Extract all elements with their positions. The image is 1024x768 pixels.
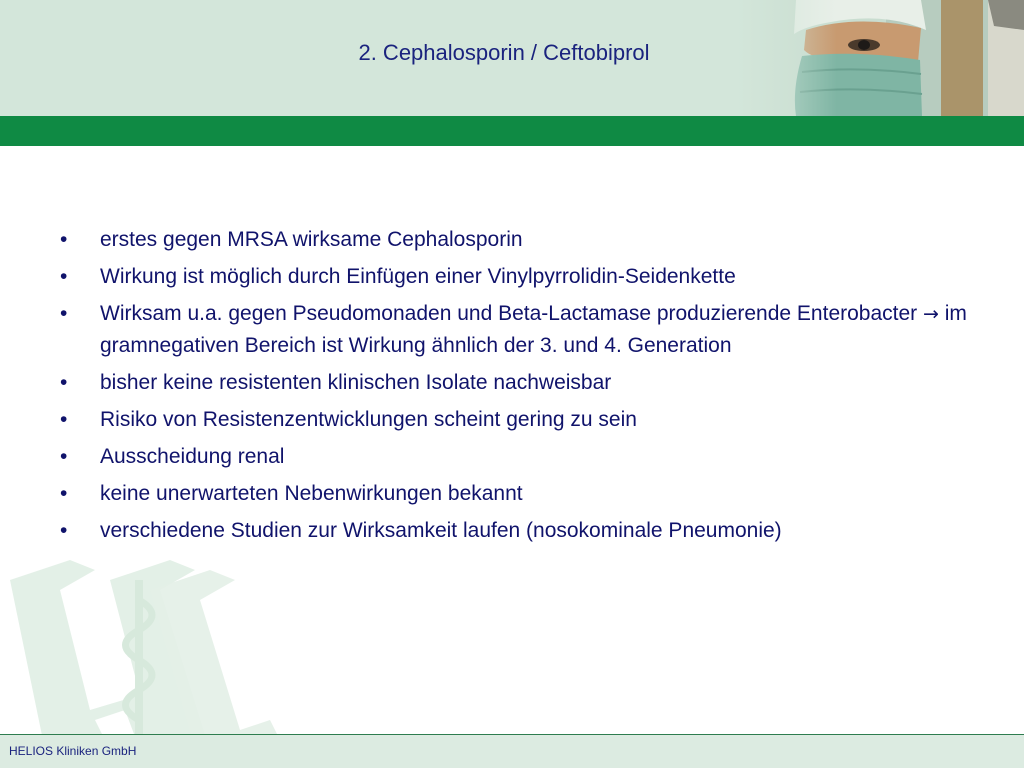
list-item-text: Wirkung ist möglich durch Einfügen einer Vinylpyrrolidin-Seidenkette [100,265,736,288]
helios-logo-watermark [0,560,300,750]
bullet-marker: • [60,519,68,542]
bullet-marker: • [60,482,68,505]
bullet-marker: • [60,371,68,394]
list-item [60,404,980,435]
footer-band [0,735,1024,768]
list-item-text: erstes gegen MRSA wirksame Cephalosporin [100,228,523,251]
footer-company-name: HELIOS Kliniken GmbH [9,744,137,758]
bullet-marker: • [60,445,68,468]
slide-title: 2. Cephalosporin / Ceftobiprol [358,40,650,65]
list-item [60,515,980,546]
list-item [60,298,980,361]
list-item [60,478,980,509]
bullet-marker: • [60,228,68,251]
accent-bar [0,116,1024,146]
list-item [60,441,980,472]
list-item-text: keine unerwarteten Nebenwirkungen bekannt [100,482,523,505]
bullet-marker: • [60,408,68,431]
list-item-text: bisher keine resistenten klinischen Isolate nachweisbar [100,371,612,394]
list-item [60,224,980,255]
list-item-text-continued: im gramnegativen Bereich ist Wirkung ähnlich der 3. und 4. Generation [100,302,967,357]
list-item [60,367,980,398]
bullet-list [60,224,980,546]
bullet-marker: • [60,302,68,325]
content-area [60,224,980,552]
list-item-text: Wirksam u.a. gegen Pseudomonaden und Beta-Lactamase produzierende Enterobacter [100,302,923,325]
right-arrow-icon: → [923,303,939,325]
list-item-text: Risiko von Resistenzentwicklungen scheint gering zu sein [100,408,637,431]
list-item [60,261,980,292]
bullet-marker: • [60,265,68,288]
list-item-text: verschiedene Studien zur Wirksamkeit laufen (nosokominale Pneumonie) [100,519,782,542]
list-item-text: Ausscheidung renal [100,445,285,468]
